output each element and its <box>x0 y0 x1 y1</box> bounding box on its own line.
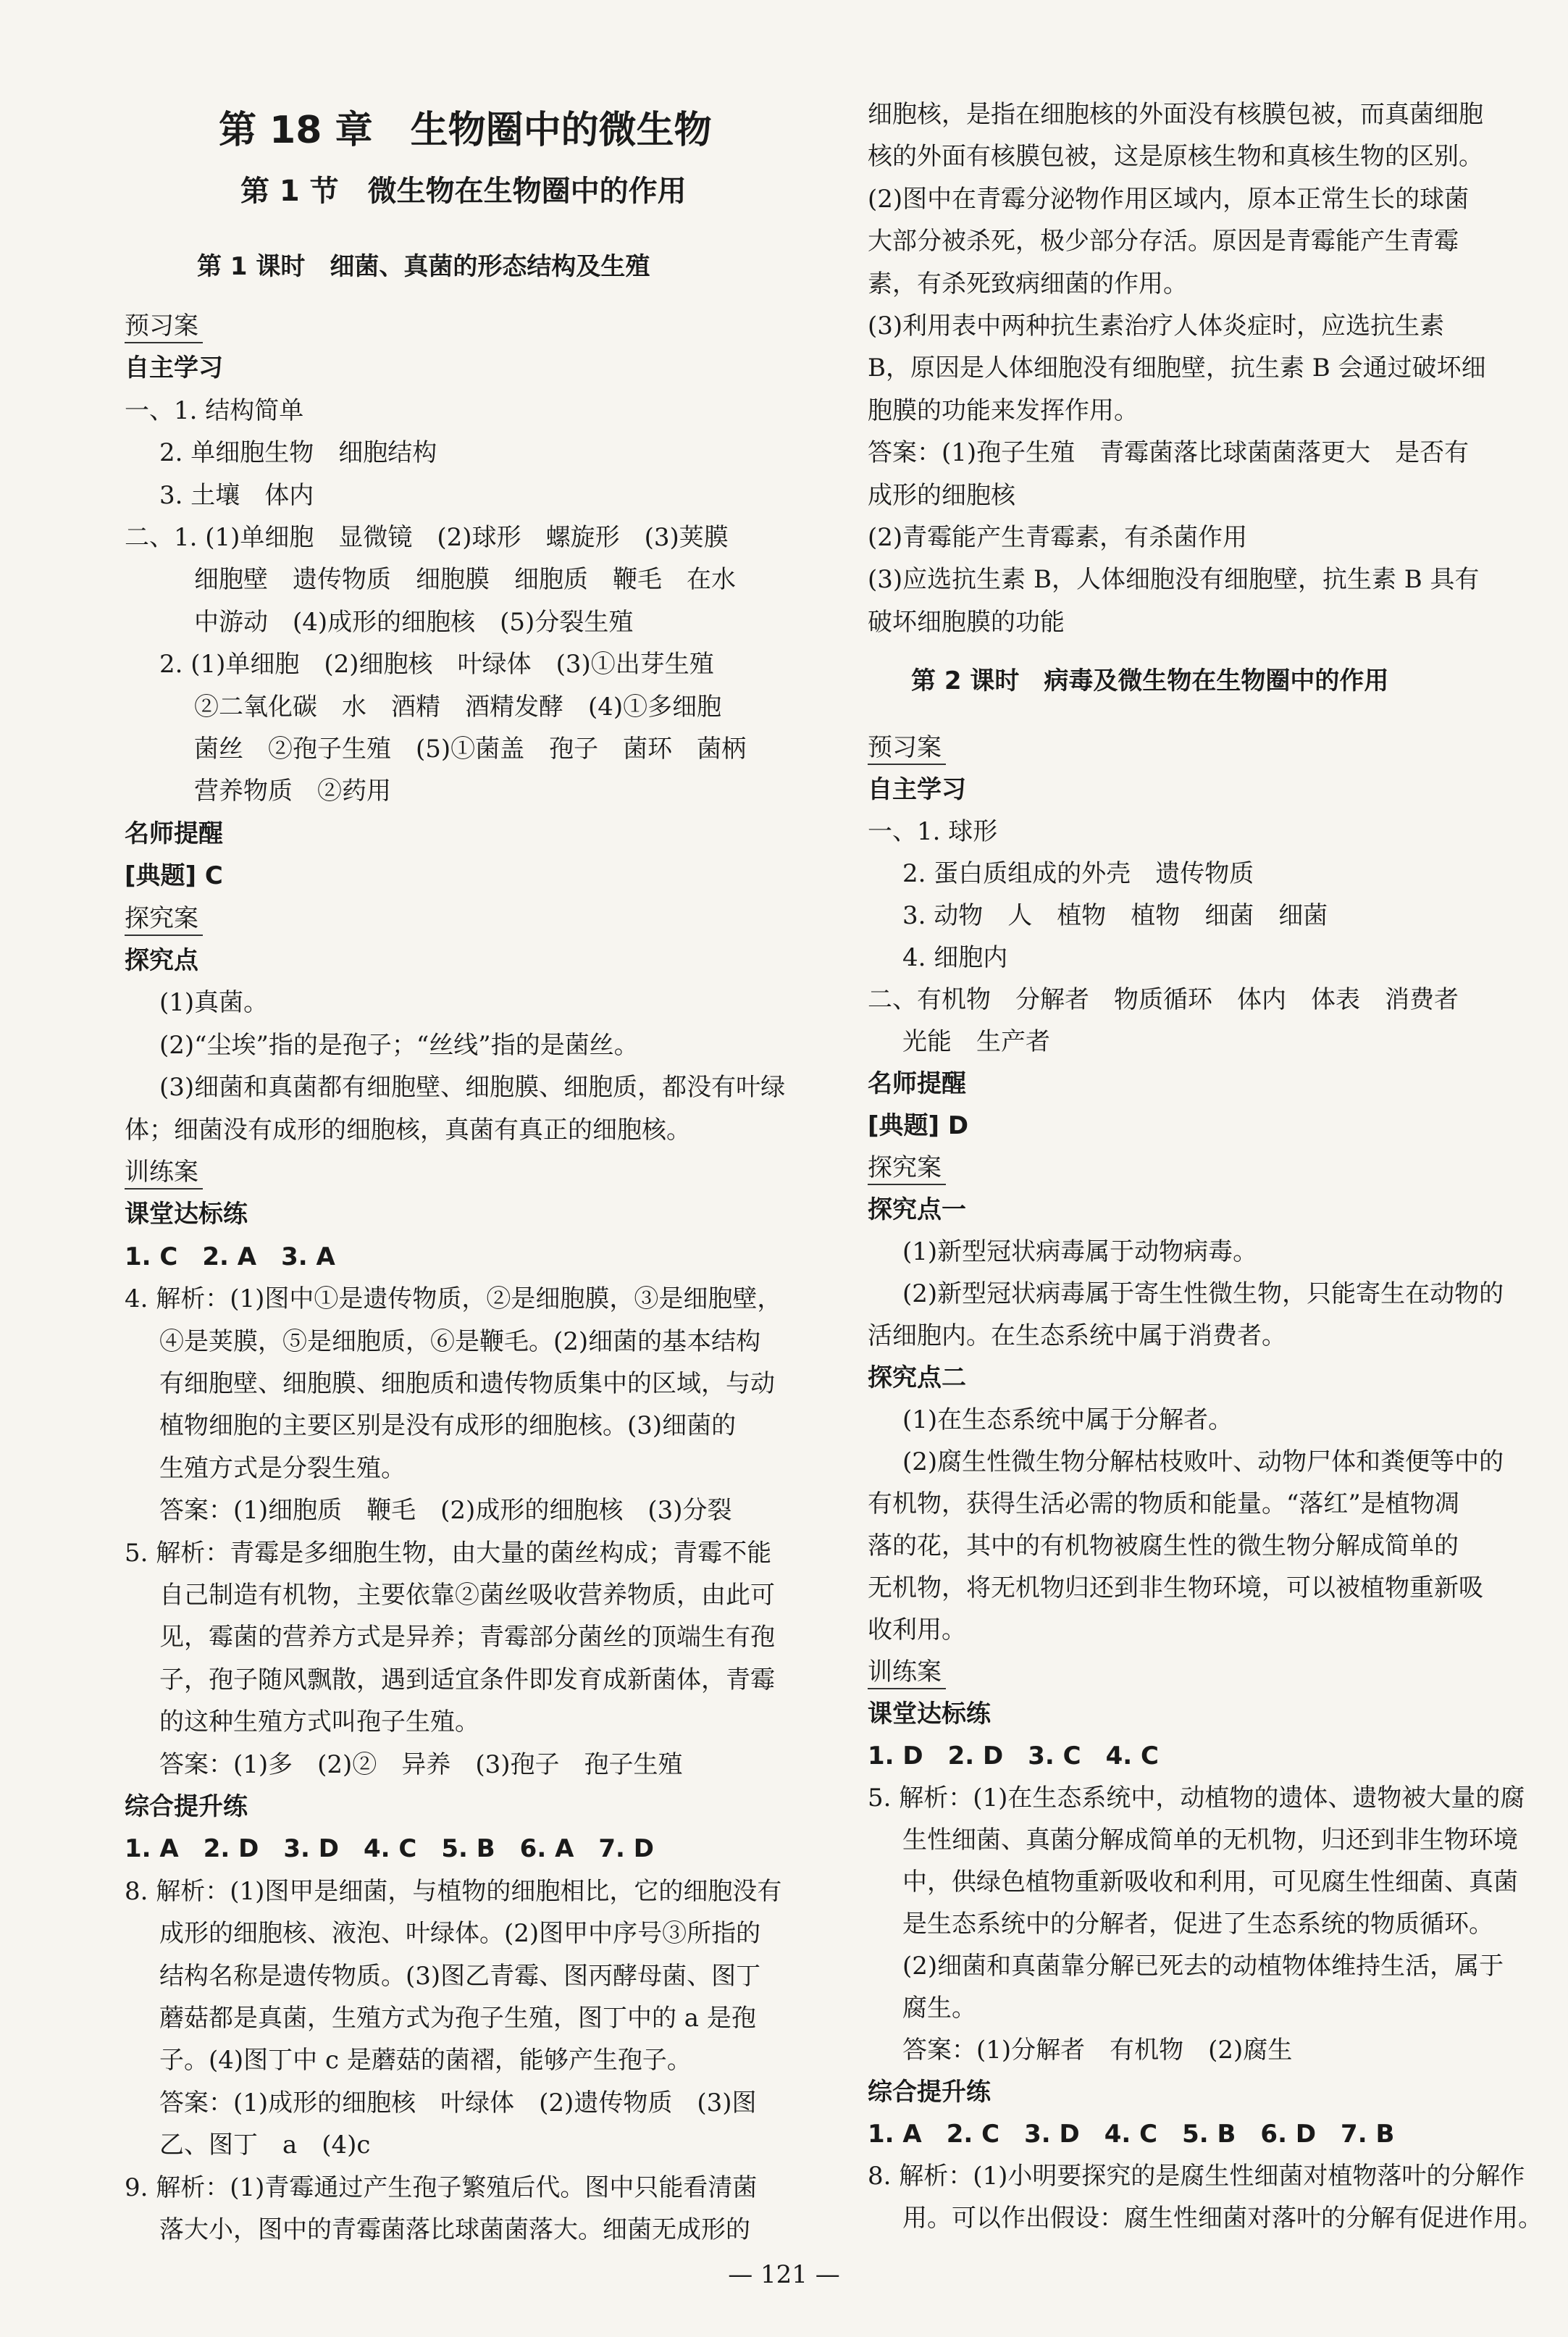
text-line: 体；细菌没有成形的细胞核，真菌有真正的细胞核。 <box>125 1115 691 1145</box>
text-line: 2. 蛋白质组成的外壳 遗传物质 <box>902 859 1254 888</box>
text-line: 二、1. (1)单细胞 显微镜 (2)球形 螺旋形 (3)荚膜 <box>125 523 729 552</box>
text-line: 成形的细胞核、液泡、叶绿体。(2)图甲中序号③所指的 <box>159 1919 761 1949</box>
subheading: 1. A 2. D 3. D 4. C 5. B 6. A 7. D <box>125 1834 655 1864</box>
text-line: B，原因是人体细胞没有细胞壁，抗生素 B 会通过破坏细 <box>868 354 1486 383</box>
text-line: 有机物，获得生活必需的物质和能量。“落红”是植物凋 <box>868 1489 1459 1518</box>
text-line: 5. 解析：青霉是多细胞生物，由大量的菌丝构成；青霉不能 <box>125 1538 772 1568</box>
section-label: 训练案 <box>125 1156 203 1190</box>
text-line: ④是荚膜，⑤是细胞质，⑥是鞭毛。(2)细菌的基本结构 <box>159 1326 761 1356</box>
page-number: — 121 — <box>728 2260 840 2289</box>
subheading: 名师提醒 <box>125 819 223 848</box>
text-line: 是生态系统中的分解者，促进了生态系统的物质循环。 <box>902 1910 1493 1939</box>
text-line: 胞膜的功能来发挥作用。 <box>868 396 1139 425</box>
text-line: 一、1. 球形 <box>868 817 998 846</box>
text-line: 无机物，将无机物归还到非生物环境，可以被植物重新吸 <box>868 1573 1483 1602</box>
subheading: 探究点一 <box>868 1195 966 1224</box>
text-line: 5. 解析：(1)在生态系统中，动植物的遗体、遗物被大量的腐 <box>868 1784 1525 1813</box>
text-line: 自己制造有机物，主要依靠②菌丝吸收营养物质，由此可 <box>159 1581 775 1610</box>
text-line: 2. (1)单细胞 (2)细胞核 叶绿体 (3)①出芽生殖 <box>159 650 714 680</box>
text-line: 细胞核，是指在细胞核的外面没有核膜包被，而真菌细胞 <box>868 100 1483 129</box>
text-line: (3)利用表中两种抗生素治疗人体炎症时，应选抗生素 <box>868 312 1445 340</box>
text-line: 菌丝 ②孢子生殖 (5)①菌盖 孢子 菌环 菌柄 <box>194 735 747 764</box>
subheading: [典题] C <box>125 861 223 891</box>
text-line: 8. 解析：(1)小明要探究的是腐生性细菌对植物落叶的分解作 <box>868 2162 1525 2191</box>
text-line: 答案：(1)多 (2)② 异养 (3)孢子 孢子生殖 <box>159 1749 683 1779</box>
text-line: 答案：(1)细胞质 鞭毛 (2)成形的细胞核 (3)分裂 <box>159 1496 732 1526</box>
subheading: 课堂达标练 <box>125 1200 248 1229</box>
text-line: ②二氧化碳 水 酒精 酒精发酵 (4)①多细胞 <box>194 692 722 722</box>
subheading: 1. A 2. C 3. D 4. C 5. B 6. D 7. B <box>868 2120 1395 2149</box>
text-line: 落大小，图中的青霉菌落比球菌菌落大。细菌无成形的 <box>159 2215 750 2244</box>
text-line: 9. 解析：(1)青霉通过产生孢子繁殖后代。图中只能看清菌 <box>125 2173 758 2202</box>
section-label: 预习案 <box>125 310 203 343</box>
text-line: (1)新型冠状病毒属于动物病毒。 <box>902 1237 1258 1266</box>
chapter-title: 第 18 章 生物圈中的微生物 <box>219 109 712 152</box>
subheading: 探究点 <box>125 946 198 975</box>
subheading: 1. C 2. A 3. A <box>125 1242 335 1271</box>
text-line: 见，霉菌的营养方式是异养；青霉部分菌丝的顶端生有孢 <box>159 1623 775 1652</box>
text-line: 8. 解析：(1)图甲是细菌，与植物的细胞相比，它的细胞没有 <box>125 1876 782 1906</box>
text-line: 蘑菇都是真菌，生殖方式为孢子生殖，图丁中的 a 是孢 <box>159 2004 756 2033</box>
text-line: 用。可以作出假设：腐生性细菌对落叶的分解有促进作用。 <box>902 2204 1543 2233</box>
text-line: (2)“尘埃”指的是孢子；“丝线”指的是菌丝。 <box>159 1030 639 1060</box>
text-line: 营养物质 ②药用 <box>194 777 391 806</box>
text-line: 子，孢子随风飘散，遇到适宜条件即发育成新菌体，青霉 <box>159 1665 775 1694</box>
lesson2-title: 第 2 课时 病毒及微生物在生物圈中的作用 <box>911 666 1389 695</box>
subheading: 名师提醒 <box>868 1069 966 1098</box>
text-line: (2)青霉能产生青霉素，有杀菌作用 <box>868 523 1248 552</box>
text-line: 中游动 (4)成形的细胞核 (5)分裂生殖 <box>194 607 634 637</box>
subheading: 探究点二 <box>868 1363 966 1392</box>
text-line: (3)应选抗生素 B，人体细胞没有细胞壁，抗生素 B 具有 <box>868 565 1480 595</box>
text-line: 3. 动物 人 植物 植物 细菌 细菌 <box>902 901 1328 930</box>
text-line: 大部分被杀死，极少部分存活。原因是青霉能产生青霉 <box>868 227 1459 256</box>
text-line: 二、有机物 分解者 物质循环 体内 体表 消费者 <box>868 985 1459 1014</box>
text-line: 4. 解析：(1)图中①是遗传物质，②是细胞膜，③是细胞壁， <box>125 1284 782 1314</box>
text-line: 收利用。 <box>868 1615 966 1644</box>
text-line: 答案：(1)孢子生殖 青霉菌落比球菌菌落更大 是否有 <box>868 438 1470 468</box>
text-line: 中，供绿色植物重新吸收和利用，可见腐生性细菌、真菌 <box>902 1868 1518 1897</box>
text-line: 子。(4)图丁中 c 是蘑菇的菌褶，能够产生孢子。 <box>159 2046 692 2075</box>
subheading: [典题] D <box>868 1111 969 1140</box>
text-line: 3. 土壤 体内 <box>159 480 314 510</box>
subheading: 1. D 2. D 3. C 4. C <box>868 1742 1159 1770</box>
text-line: 破坏细胞膜的功能 <box>868 607 1065 637</box>
subheading: 课堂达标练 <box>868 1700 991 1728</box>
section-label: 预习案 <box>868 732 946 765</box>
text-line: 2. 单细胞生物 细胞结构 <box>159 438 437 468</box>
text-line: (2)图中在青霉分泌物作用区域内，原本正常生长的球菌 <box>868 184 1470 214</box>
text-line: 成形的细胞核 <box>868 480 1015 510</box>
text-line: 结构名称是遗传物质。(3)图乙青霉、图丙酵母菌、图丁 <box>159 1961 761 1991</box>
text-line: 细胞壁 遗传物质 细胞膜 细胞质 鞭毛 在水 <box>194 565 736 595</box>
text-line: 腐生。 <box>902 1994 976 2023</box>
subheading: 综合提升练 <box>868 2078 991 2107</box>
text-line: 光能 生产者 <box>902 1027 1050 1056</box>
text-line: 乙、图丁 a (4)c <box>159 2131 371 2160</box>
text-line: 生性细菌、真菌分解成简单的无机物，归还到非生物环境 <box>902 1826 1518 1855</box>
text-line: 落的花，其中的有机物被腐生性的微生物分解成简单的 <box>868 1531 1459 1560</box>
section-label: 探究案 <box>125 903 203 936</box>
text-line: (2)细菌和真菌靠分解已死去的动植物体维持生活，属于 <box>902 1952 1504 1981</box>
text-line: 生殖方式是分裂生殖。 <box>159 1453 406 1483</box>
text-line: (2)新型冠状病毒属于寄生性微生物，只能寄生在动物的 <box>902 1279 1504 1308</box>
text-line: 一、1. 结构简单 <box>125 396 304 425</box>
section-label: 训练案 <box>868 1656 946 1689</box>
text-line: 的这种生殖方式叫孢子生殖。 <box>159 1707 479 1737</box>
text-line: 植物细胞的主要区别是没有成形的细胞核。(3)细菌的 <box>159 1411 737 1441</box>
text-line: (3)细菌和真菌都有细胞壁、细胞膜、细胞质，都没有叶绿 <box>159 1073 786 1103</box>
text-line: (1)真菌。 <box>159 988 269 1018</box>
lesson1-title: 第 1 课时 细菌、真菌的形态结构及生殖 <box>197 252 650 281</box>
text-line: 答案：(1)分解者 有机物 (2)腐生 <box>902 2036 1293 2065</box>
text-line: 活细胞内。在生态系统中属于消费者。 <box>868 1321 1286 1350</box>
text-line: 素，有杀死致病细菌的作用。 <box>868 269 1188 298</box>
text-line: 4. 细胞内 <box>902 943 1008 972</box>
text-line: 有细胞壁、细胞膜、细胞质和遗传物质集中的区域，与动 <box>159 1369 775 1398</box>
text-line: 答案：(1)成形的细胞核 叶绿体 (2)遗传物质 (3)图 <box>159 2088 757 2117</box>
section-label: 探究案 <box>868 1152 946 1185</box>
subheading: 综合提升练 <box>125 1792 248 1821</box>
text-line: (2)腐生性微生物分解枯枝败叶、动物尸体和粪便等中的 <box>902 1447 1504 1476</box>
subheading: 自主学习 <box>125 354 223 383</box>
subheading: 自主学习 <box>868 775 966 804</box>
text-line: 核的外面有核膜包被，这是原核生物和真核生物的区别。 <box>868 142 1483 172</box>
section-title: 第 1 节 微生物在生物圈中的作用 <box>240 175 687 208</box>
text-line: (1)在生态系统中属于分解者。 <box>902 1405 1233 1434</box>
